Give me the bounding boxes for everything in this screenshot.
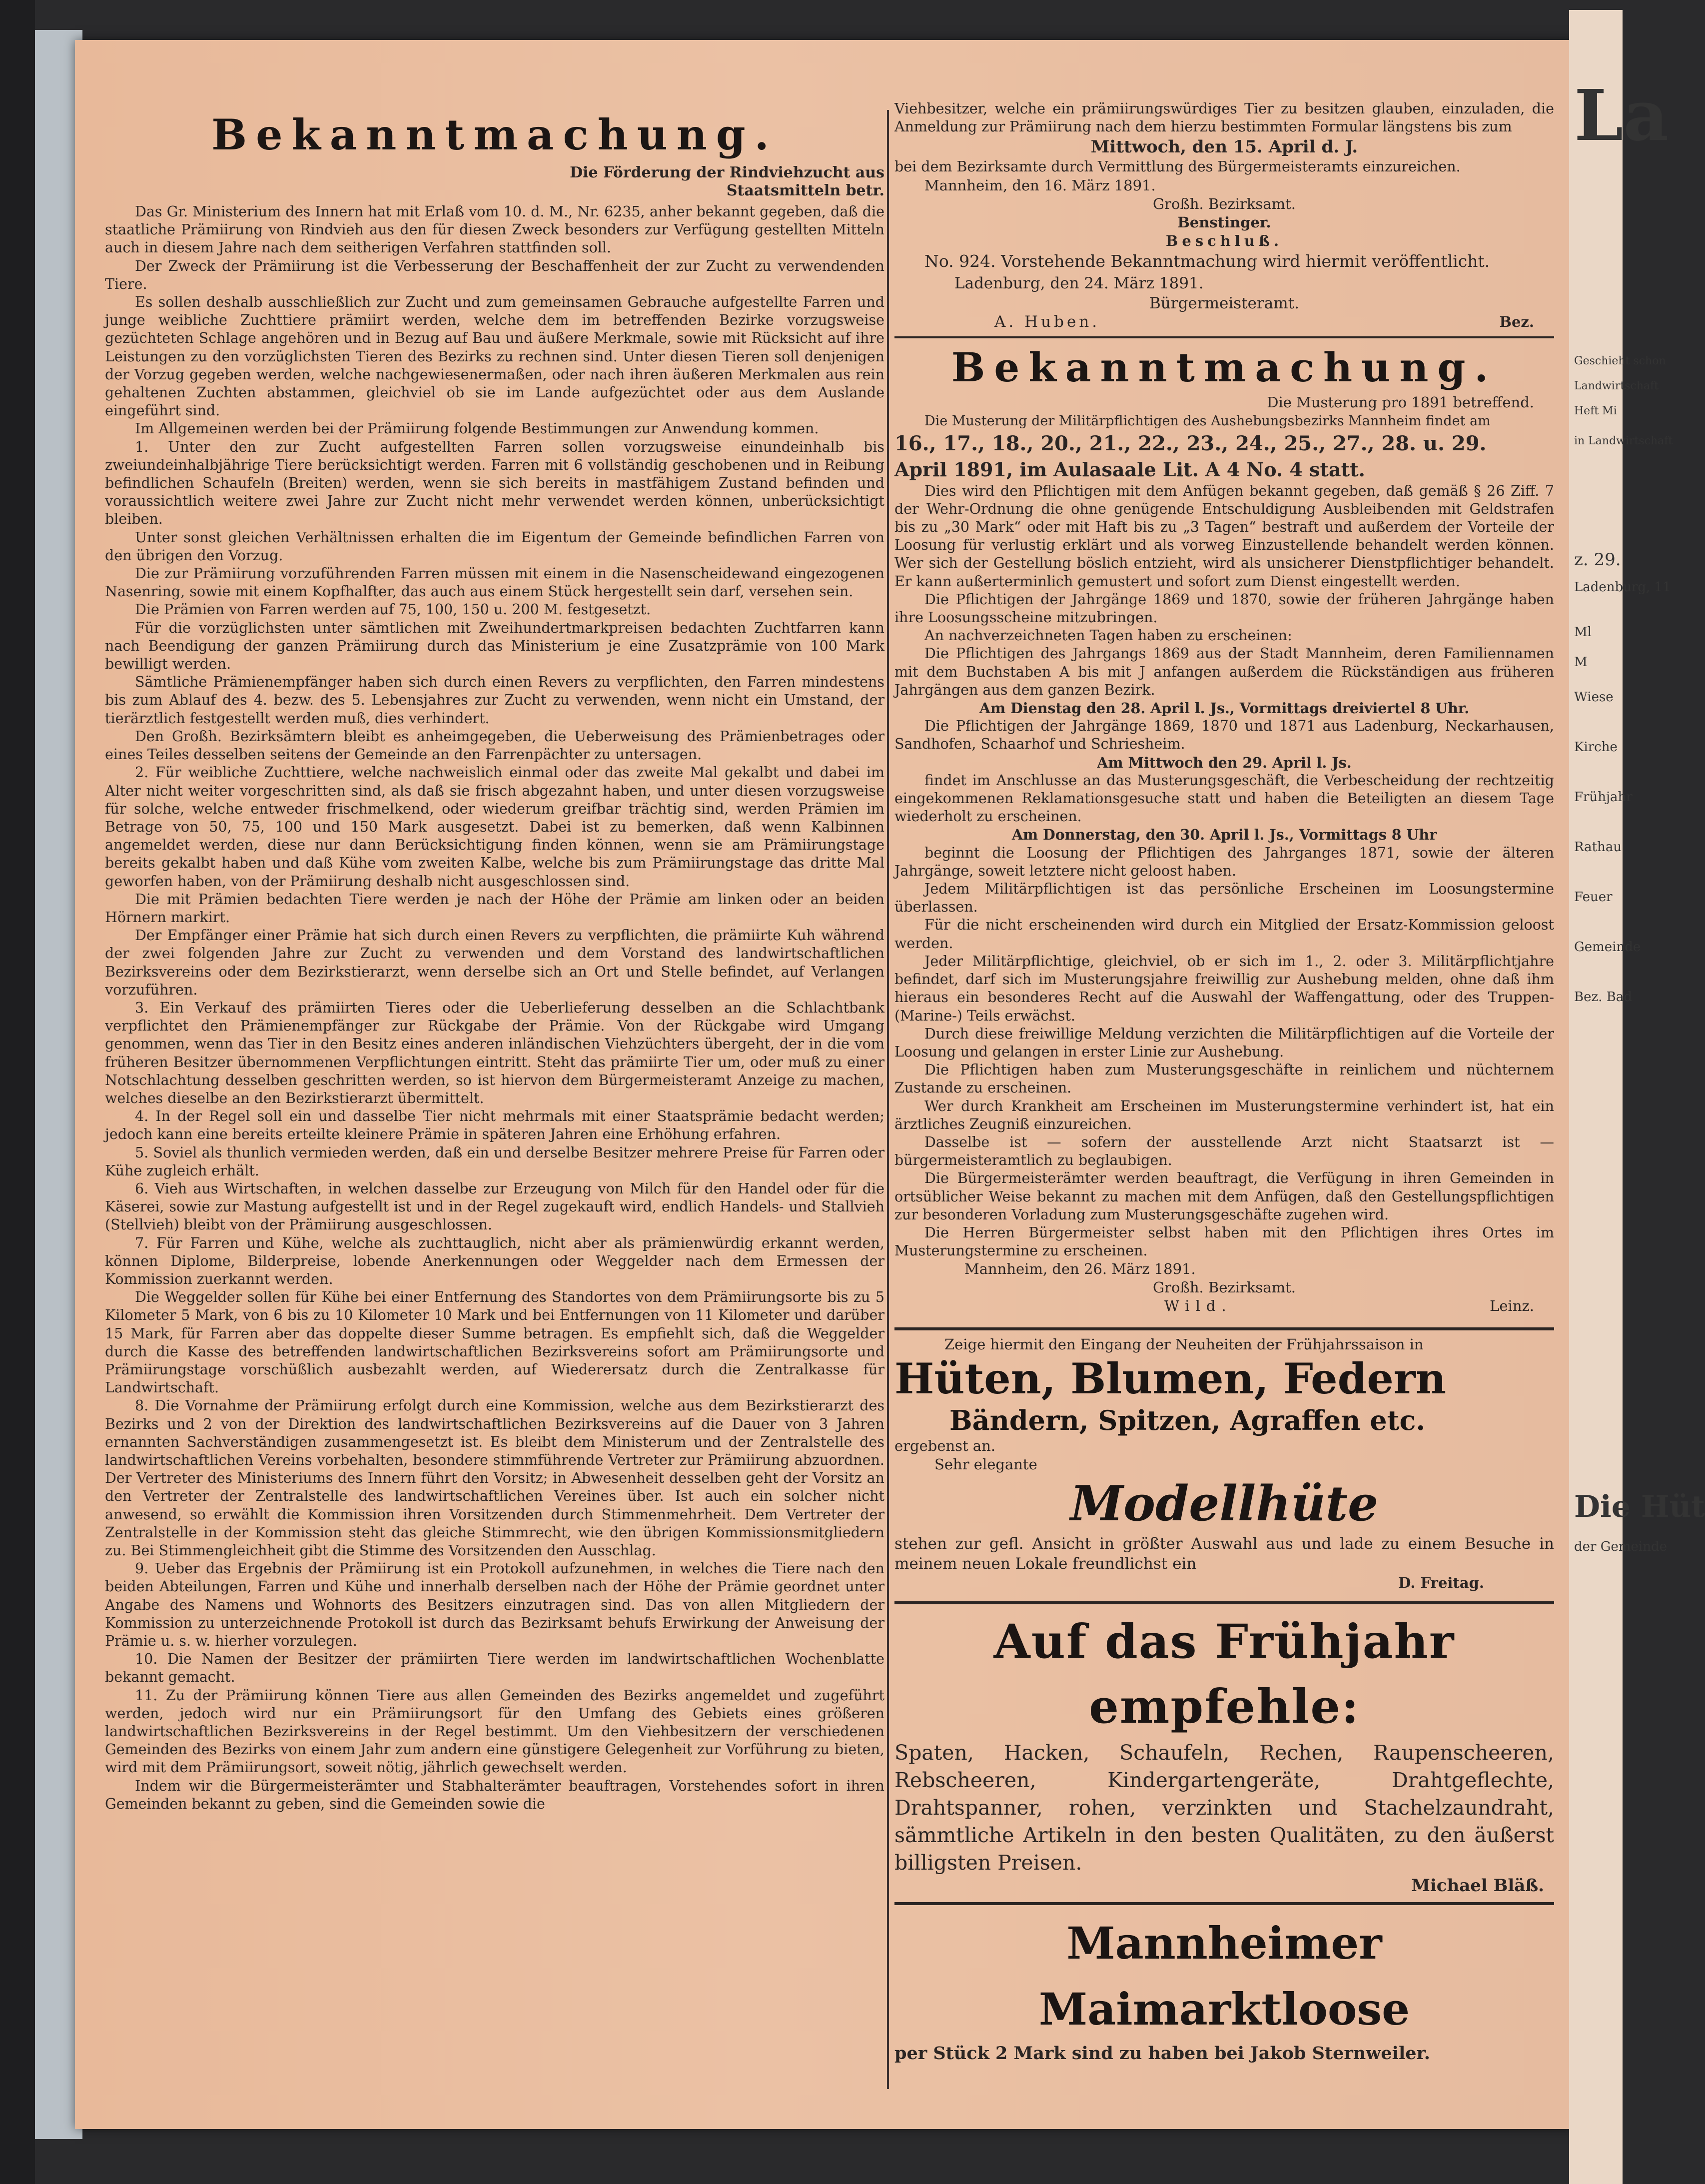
place-date: Mannheim, den 16. März 1891. (924, 176, 1156, 194)
adjacent-page-fragment: z. 29. (1574, 550, 1621, 570)
ad-freitag-small2: Sehr elegante (934, 1456, 1037, 1473)
adjacent-page-fragment: Frühjahr (1574, 790, 1633, 805)
signer-2b: Leinz. (1490, 1297, 1534, 1315)
ad-blaess-text: Spaten, Hacken, Schaufeln, Rechen, Raupenscheeren, Rebscheeren, Kindergartengeräte, Drahtgeflechte, Drahtspanner, rohen, verzinkten und Stachelzaundraht, sämmtliche Artikeln in den besten Qualitäten, zu den äußerst billigsten Preisen. (894, 1741, 1554, 1875)
ad-freitag-small1: ergebenst an. (894, 1437, 996, 1455)
musterung-dates: 16., 17., 18., 20., 21., 22., 23., 24., 25., 27., 28. u. 29. (894, 431, 1487, 455)
beschluss-heading: Beschluß. (1165, 232, 1283, 249)
ad-freitag-script: Modellhüte (1070, 1475, 1379, 1532)
adjacent-page-fragment: Feuer (1574, 890, 1613, 905)
left-paragraph: 5. Soviel als thunlich vermieden werden, daß ein und derselbe Besitzer mehrere Preise für Farren oder Kühe zugleich erhält. (105, 1144, 884, 1179)
adjacent-page-fragment: Ml (1574, 625, 1592, 640)
signer-2a: Wild. (1164, 1297, 1232, 1315)
beschluss-signature-row (894, 313, 1554, 331)
musterung-paragraph: Jedem Militärpflichtigen ist das persönliche Erscheinen im Loosungstermine überlassen. (894, 881, 1554, 916)
left-paragraph: Im Allgemeinen werden bei der Prämiirung folgende Bestimmungen zur Anwendung kommen. (135, 420, 819, 437)
submit-text: bei dem Bezirksamte durch Vermittlung des Bürgermeisteramts einzureichen. (894, 158, 1461, 175)
left-paragraph: 10. Die Namen der Besitzer der prämiirten Tiere werden im landwirtschaftlichen Wochenblatte bekannt gemacht. (105, 1651, 884, 1686)
beschluss-signer2: Bez. (1499, 313, 1534, 330)
adjacent-page-fragment: Kirche (1574, 740, 1618, 755)
ad-freitag (894, 1335, 1554, 1592)
adjacent-page-fragment: M (1574, 655, 1588, 670)
ad-blaess-headline: Auf das Frühjahr empfehle: (993, 1614, 1455, 1735)
divider-1 (894, 336, 1554, 338)
left-paragraph: 2. Für weibliche Zuchttiere, welche nachweislich einmal oder das zweite Mal gekalbt und dabei im Alter nicht weiter vorgeschritten sind, als daß sie frisch abgezahnt haben, und unter diesen vorzugsweise für solche, welche entweder frischmelkend, oder wiederum greifbar trächtig sind, werden Prämien im Betrage von 50, 75, 100 und 150 Mark ausgesetzt. Dabei ist zu bemerken, daß wenn Kalbinnen angemeldet werden, diese nur dann Berücksichtigung finden können, wenn sie am Prämiirungstage bereits gekalbt haben und daß Kühe vom zweiten Kalbe, welche bis zum Prämiirungstage das dritte Mal geworfen haben, von der Prämiirung deshalb nicht ausgeschlossen sind. (105, 764, 884, 890)
musterung-lead: Die Musterung der Militärpflichtigen des Aushebungsbezirks Mannheim findet am (924, 413, 1491, 429)
musterung-paragraph: Die Bürgermeisterämter werden beauftragt, die Verfügung in ihren Gemeinden in ortsüblicher Weise bekannt zu machen mit dem Anfügen, daß den Gestellungspflichtigen zur besonderen Vorladung zum Musterungsgeschäfte zugehen wird. (894, 1170, 1554, 1223)
musterung-paragraph: Die Pflichtigen haben zum Musterungsgeschäfte in reinlichem und nüchternem Zustande zu erscheinen. (894, 1062, 1554, 1096)
left-paragraph: Indem wir die Bürgermeisterämter und Stabhalterämter beauftragen, Vorstehendes sofort in ihren Gemeinden bekannt zu geben, sind die Gemeinden sowie die (105, 1777, 884, 1812)
musterung-paragraph: An nachverzeichneten Tagen haben zu erscheinen: (924, 627, 1292, 644)
beschluss-authority: Bürgermeisteramt. (1149, 294, 1299, 312)
left-paragraph: 4. In der Regel soll ein und dasselbe Tier nicht mehrmals mit einer Staatsprämie bedacht werden; jedoch kann eine bereits erteilte kleinere Prämie in späteren Jahren eine Erhöhung erfahren. (105, 1108, 884, 1143)
left-paragraph: 3. Ein Verkauf des prämiirten Tieres oder die Ueberlieferung desselben an die Schlachtbank verpflichtet den Prämienempfänger zur Rückgabe der Prämie. Von der Rückgabe wird Umgang genommen, wenn das Tier in den Besitz eines anderen inländischen Viehzüchters übergeht, der in die vom früheren Besitzer übernommenen Verpflichtungen eintritt. Steht das prämiirte Tier um, oder muß zu einer Notschlachtung desselben geschritten werden, so ist hiervon dem Bürgermeisteramt Anzeige zu machen, welches dieselbe an den Bezirkstierarzt übermittelt. (105, 999, 884, 1106)
left-column (105, 100, 884, 1813)
adjacent-page-fragment: Heft Mi (1574, 405, 1617, 417)
musterung-paragraphs (894, 482, 1554, 1260)
left-subtitle: Die Förderung der Rindviehzucht aus Staatsmitteln betr. (570, 164, 884, 199)
musterung-paragraph: Durch diese freiwillige Meldung verzichten die Militärpflichtigen auf die Vorteile der Loosung und gelangen in erster Linie zur Aushebung. (894, 1025, 1554, 1060)
beschluss-place: Ladenburg, den 24. März 1891. (954, 274, 1204, 292)
adjacent-page-fragment: Bez. Bad (1574, 990, 1632, 1005)
adjacent-page-fragment: Landwirtschaft (1574, 380, 1659, 392)
background-left (0, 0, 35, 2184)
musterung-paragraph: Am Dienstag den 28. April l. Js., Vormittags dreiviertel 8 Uhr. (979, 700, 1470, 717)
musterung-paragraph: Die Pflichtigen der Jahrgänge 1869 und 1870, sowie der früheren Jahrgänge haben ihre Loosungsscheine mitzubringen. (894, 591, 1554, 626)
left-paragraph: Die mit Prämien bedachten Tiere werden je nach der Höhe der Prämie am linken oder an beiden Hörnern markirt. (105, 891, 884, 926)
musterung-paragraph: Dasselbe ist — sofern der ausstellende Arzt nicht Staatsarzt ist — bürgermeisteramtlich zu beglaubigen. (894, 1133, 1554, 1169)
right-title: Bekanntmachung. (951, 343, 1498, 391)
left-paragraph: Es sollen deshalb ausschließlich zur Zucht und zum gemeinsamen Gebrauche aufgestellte Farren und junge weibliche Zuchttiere prämiirt werden, welche dem im betreffenden Bezirke vorzugsweise gezüchteten Schlage angehören und in Bezug auf Bau und äußere Merkmale, sowie mit Rücksicht auf ihre Leistungen zu den vorzüglichsten Tieren des Bezirks zu rechnen sind. Unter diesen Tieren soll denjenigen der Vorzug gegeben werden, welche nachgewiesenermaßen, oder nach ihren äußeren Merkmalen aus rein gehaltenen Zuchten abstammen, gleichviel ob sie im Lande aufgezüchtet oder aus dem Auslande eingeführt sind. (105, 294, 884, 419)
musterung-paragraph: Dies wird den Pflichtigen mit dem Anfügen bekannt gegeben, daß gemäß § 26 Ziff. 7 der Wehr-Ordnung die ohne genügende Entschuldigung Ausbleibenden mit Geldstrafen bis zu „30 Mark“ oder mit Haft bis zu „3 Tagen“ bestraft und außerdem der Vorteile der Loosung für verlustig erklärt und als vorweg Einzustellende behandelt werden können. Wer sich der Gestellung böslich entzieht, wird als unsicherer Dienstpflichtiger behandelt. Er kann außerterminlich gemustert und sofort zum Dienst eingestellt werden. (894, 482, 1554, 590)
ad-blaess-signer: Michael Bläß. (1411, 1876, 1544, 1896)
ad-freitag-headline: Hüten, Blumen, Federn (894, 1354, 1447, 1404)
signer: Benstinger. (1177, 213, 1271, 231)
ad-blaess (894, 1609, 1554, 1895)
left-paragraph: Das Gr. Ministerium des Innern hat mit Erlaß vom 10. d. M., Nr. 6235, anher bekannt gegeben, daß die staatliche Prämiirung von Rindvieh aus den für diesen Zweck besonders zur Verfügung gestellten Mitteln auch in diesem Jahre nach dem seitherigen Verfahren stattfinden soll. (105, 203, 884, 256)
beschluss-signer: A. Huben. (994, 312, 1100, 331)
authority: Großh. Bezirksamt. (1153, 195, 1296, 212)
beschluss-text: No. 924. Vorstehende Bekanntmachung wird hiermit veröffentlicht. (924, 251, 1490, 271)
adjacent-page-fragment: Rathau (1574, 840, 1622, 855)
column-rule (887, 110, 889, 2089)
adjacent-page-fragment: La (1574, 75, 1669, 157)
ad-freitag-intro: Zeige hiermit den Eingang der Neuheiten der Frühjahrssaison in (944, 1336, 1424, 1353)
musterung-paragraph: Am Donnerstag, den 30. April l. Js., Vormittags 8 Uhr (1011, 826, 1437, 844)
ad-freitag-subline: Bändern, Spitzen, Agraffen etc. (949, 1404, 1426, 1437)
divider-2 (894, 1327, 1554, 1330)
musterung-paragraph: Die Pflichtigen des Jahrgangs 1869 aus der Stadt Mannheim, deren Familiennamen mit dem Buchstaben A bis mit J anfangen außerdem die Rückständigen aus früheren Jahrgängen aus dem ganzen Bezirk. (894, 645, 1554, 698)
musterung-paragraph: Die Pflichtigen der Jahrgänge 1869, 1870 und 1871 aus Ladenburg, Neckarhausen, Sandhofen, Schaarhof und Schriesheim. (894, 718, 1554, 753)
deadline: Mittwoch, den 15. April d. J. (1090, 137, 1358, 157)
left-paragraph: Die Weggelder sollen für Kühe bei einer Entfernung des Standortes von dem Prämiirungsorte bis zu 5 Kilometer 5 Mark, von 6 bis zu 10 Kilometer 10 Mark und bei Entfernungen von 11 Kilometer und darüber 15 Mark, für Farren aber das doppelte dieser Summe betragen. Es empfiehlt sich, daß die Weggelder durch die Kasse des betreffenden landwirtschaftlichen Bezirksvereins sofort am Prämiirungsorte und Prämiirungstage vorschüßlich ausbezahlt werden, auf Wiederersatz durch die Zentralkasse für Landwirtschaft. (105, 1289, 884, 1396)
ad-sternweiler-headline: Mannheimer Maimarktloose (1038, 1917, 1410, 2036)
musterung-paragraph: beginnt die Loosung der Pflichtigen des Jahrganges 1871, sowie der älteren Jahrgänge, soweit letztere nicht geloost haben. (894, 844, 1554, 879)
left-paragraph: Unter sonst gleichen Verhältnissen erhalten die im Eigentum der Gemeinde befindlichen Farren von den übrigen den Vorzug. (105, 529, 884, 564)
continuation-text: Viehbesitzer, welche ein prämiirungswürdiges Tier zu besitzen glauben, einzuladen, die Anmeldung zur Prämiirung nach dem hierzu bestimmten Formular längstens bis zum (894, 100, 1554, 135)
left-paragraph: Für die vorzüglichsten unter sämtlichen mit Zweihundertmarkpreisen bedachten Zuchtfarren kann nach Beendigung der ganzen Prämiirung durch das Ministerium je eine Zusatzprämie von 100 Mark bewilligt werden. (105, 619, 884, 673)
divider-4 (894, 1902, 1554, 1905)
left-paragraph: Die zur Prämiirung vorzuführenden Farren müssen mit einem in die Nasenscheidewand eingezogenen Nasenring, sowie mit einem Kopfhalfter, das auch aus einem Stück hergestellt sein darf, versehen sein. (105, 565, 884, 600)
left-paragraphs (105, 203, 884, 1813)
ad-sternweiler-text: per Stück 2 Mark sind zu haben bei Jakob Sternweiler. (894, 2043, 1430, 2064)
musterung-paragraph: Wer durch Krankheit am Erscheinen im Musterungstermine verhindert ist, hat ein ärztliches Zeugniß einzureichen. (894, 1097, 1554, 1132)
left-paragraph: 7. Für Farren und Kühe, welche als zuchttauglich, nicht aber als prämienwürdig erkannt werden, können Diplome, Bilderpreise, lobende Anerkennungen oder Weggelder nach dem Ermessen der Kommission zuerkannt werden. (105, 1234, 884, 1287)
musterung-paragraph: findet im Anschlusse an das Musterungsgeschäft, die Verbescheidung der rechtzeitig eingekommenen Reklamationsgesuche statt und haben die Beteiligten an diesem Tage wiederholt zu erscheinen. (894, 772, 1554, 825)
left-paragraph: 1. Unter den zur Zucht aufgestellten Farren sollen vorzugsweise einundeinhalb bis zweiundeinhalbjährige Tiere berücksichtigt werden. Farren mit 6 vollständig geschobenen und in Reibung befindlichen Schaufeln (Breiten) werden, wenn sie sich bereits in mastfähigem Zustand befinden und voraussichtlich weitere zwei Jahre zur Zucht nicht mehr verwendet werden können, unberücksichtigt bleiben. (105, 438, 884, 528)
ad-freitag-text: stehen zur gefl. Ansicht in größter Auswahl aus und lade zu einem Besuche in meinem neuen Lokale freundlichst ein (894, 1535, 1554, 1573)
left-paragraph: Der Empfänger einer Prämie hat sich durch einen Revers zu verpflichten, die prämiirte Kuh während der zwei folgenden Jahre zur Zucht zu verwenden und dem Vorstand des landwirtschaftlichen Bezirksvereins oder dem Bezirkstierarzt, wenn derselbe sich an Ort und Stelle befindet, auf Verlangen vorzuführen. (105, 927, 884, 998)
adjacent-page-fragment: Wiese (1574, 690, 1614, 705)
adjacent-page-fragment: Gemeinde (1574, 940, 1641, 955)
newspaper-page (75, 40, 1574, 2129)
place-date-2: Mannheim, den 26. März 1891. (964, 1260, 1196, 1278)
left-title: Bekanntmachung. (211, 110, 778, 159)
adjacent-page-fragment: in Landwirtschaft (1574, 435, 1673, 447)
left-paragraph: 9. Ueber das Ergebnis der Prämiirung ist ein Protokoll aufzunehmen, in welches die Tiere nach den beiden Abteilungen, Farren und Kühe und innerhalb derselben nach der Höhe der Prämie geordnet unter Angabe des Namens und Wohnorts des Besitzers einzutragen sind. Das von allen Mitgliedern der Kommission zu unterzeichnende Protokoll ist durch das Bezirksamt behufs Erwirkung der Anweisung der Prämie u. s. w. hierher vorzulegen. (105, 1560, 884, 1650)
adjacent-page-fragment: Ladenburg, 11 (1574, 580, 1671, 595)
left-paragraph: 6. Vieh aus Wirtschaften, in welchen dasselbe zur Erzeugung von Milch für den Handel oder für die Käserei, sowie zur Mastung aufgestellt ist und in der Regel zugekauft wird, endlich Handels- und Stallvieh (Stellvieh) bleibt von der Prämiirung ausgeschlossen. (105, 1180, 884, 1233)
authority-2: Großh. Bezirksamt. (1153, 1279, 1296, 1296)
left-paragraph: Der Zweck der Prämiirung ist die Verbesserung der Beschaffenheit der zur Zucht zu verwendenden Tiere. (105, 257, 884, 292)
left-paragraph: 11. Zu der Prämiirung können Tiere aus allen Gemeinden des Bezirks angemeldet und zugeführt werden, jedoch wird nur ein Prämiirungsort für den Umfang des Gebiets eines größeren landwirtschaftlichen Bezirksvereins in der Regel bestimmt. Um den Viehbesitzern der verschiedenen Gemeinden des Bezirks von einem Jahr zum andern eine günstigere Gelegenheit zur Vorführung zu bieten, wird mit dem Prämiirungsort, soweit nötig, jährlich gewechselt werden. (105, 1687, 884, 1776)
right-subtitle: Die Musterung pro 1891 betreffend. (1267, 393, 1534, 411)
ad-sternweiler (894, 1910, 1554, 2065)
left-paragraph: Sämtliche Prämienempfänger haben sich durch einen Revers zu verpflichten, den Farren mindestens bis zum Ablauf des 4. bezw. des 5. Lebensjahres zur Zucht zu verwenden, wenn nicht ein Umstand, der tierärztlich festgestellt werden muß, dies verhindert. (105, 674, 884, 727)
left-paragraph: Die Prämien von Farren werden auf 75, 100, 150 u. 200 M. festgesetzt. (135, 601, 651, 618)
right-column (894, 100, 1554, 2065)
left-paragraph: 8. Die Vornahme der Prämiirung erfolgt durch eine Kommission, welche aus dem Bezirkstierarzt des Bezirks und 2 von der Direktion des landwirtschaftlichen Bezirksvereins auf die Dauer von 3 Jahren ernannten Sachverständigen zusammengesetzt ist. Es bleibt dem Ministerum und der Zentralstelle des landwirtschaftlichen Vereins vorbehalten, besondere stimmführende Vertreter zur Prämiirung abzuordnen. Der Vertreter des Ministeriums des Innern führt den Vorsitz; in Abwesenheit desselben geht der Vorsitz an den Vertreter der Zentralstelle des landwirtschaftlichen Vereines über. Ist auch ein solcher nicht anwesend, so erwählt die Kommission ihren Vorsitzenden durch Stimmenmehrheit. Dem Vertreter der Zentralstelle in der Kommission steht das gleiche Stimmrecht, wie den übrigen Kommissionsmitgliedern zu. Bei Stimmengleichheit gibt die Stimme des Vorsitzenden den Ausschlag. (105, 1397, 884, 1559)
ad-freitag-signer: D. Freitag. (1398, 1574, 1484, 1592)
adjacent-page-fragment: der Gemeinde (1574, 1539, 1668, 1554)
musterung-venue: April 1891, im Aulasaale Lit. A 4 No. 4 statt. (894, 458, 1365, 481)
musterung-paragraph: Jeder Militärpflichtige, gleichviel, ob er sich im 1., 2. oder 3. Militärpflichtjahre befindet, darf sich im Musterungsjahre freiwillig zur Aushebung melden, ohne daß ihm hieraus ein besonderes Recht auf die Auswahl der Waffengattung, oder des Truppen- (Marine-) Teils erwächst. (894, 953, 1554, 1024)
adjacent-page-edge (1569, 10, 1705, 2184)
adjacent-page-fragment: Geschieht schon (1574, 355, 1666, 367)
divider-3 (894, 1601, 1554, 1604)
musterung-paragraph: Für die nicht erscheinenden wird durch ein Mitglied der Ersatz-Kommission geloost werden. (894, 917, 1554, 952)
musterung-paragraph: Am Mittwoch den 29. April l. Js. (1097, 754, 1352, 771)
signature-row-2 (894, 1297, 1554, 1315)
adjacent-page-fragment: Die Hüt (1574, 1489, 1705, 1524)
left-paragraph: Den Großh. Bezirksämtern bleibt es anheimgegeben, die Ueberweisung des Prämienbetrages oder eines Teiles desselben seitens der Gemeinde an den Farrenpächter zu untersagen. (105, 728, 884, 763)
musterung-paragraph: Die Herren Bürgermeister selbst haben mit den Pflichtigen ihres Ortes im Musterungstermine zu erscheinen. (894, 1224, 1554, 1259)
